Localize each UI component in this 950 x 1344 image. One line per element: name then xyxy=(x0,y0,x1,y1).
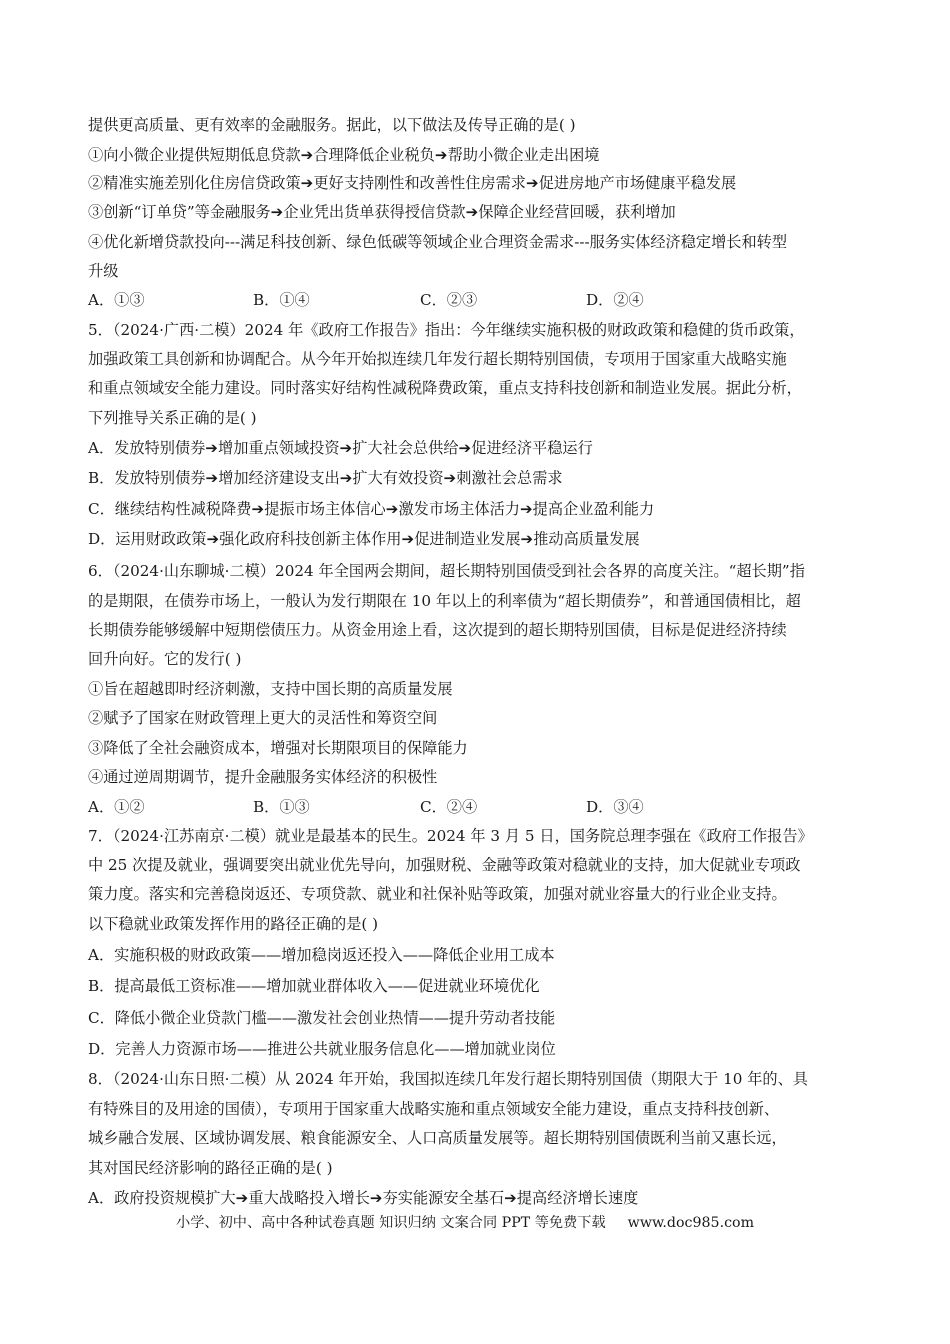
text-line: ③降低了全社会融资成本，增强对长期限项目的保障能力 xyxy=(88,739,468,757)
text-line: 回升向好。它的发行( ) xyxy=(88,650,242,668)
choice-option-d: D．②④ xyxy=(586,291,644,309)
text-line: 下列推导关系正确的是( ) xyxy=(88,409,257,427)
text-line: A．实施积极的财政政策——增加稳岗返还投入——降低企业用工成本 xyxy=(88,946,555,964)
choice-option-b: B．①③ xyxy=(253,798,310,816)
choice-option-c: C．②④ xyxy=(420,798,478,816)
text-line: ①向小微企业提供短期低息贷款➔合理降低企业税负➔帮助小微企业走出困境 xyxy=(88,146,600,164)
text-line: C．继续结构性减税降费➔提振市场主体信心➔激发市场主体活力➔提高企业盈利能力 xyxy=(88,500,655,518)
text-line: ②赋予了国家在财政管理上更大的灵活性和筹资空间 xyxy=(88,709,438,727)
text-line: 7．（2024·江苏南京·二模）就业是最基本的民生。2024 年 3 月 5 日，国务院总理李强在《政府工作报告》 xyxy=(88,827,813,845)
text-line: 其对国民经济影响的路径正确的是( ) xyxy=(88,1159,333,1177)
text-line: 有特殊目的及用途的国债），专项用于国家重大战略实施和重点领域安全能力建设，重点支持科技创新、 xyxy=(88,1100,780,1118)
text-line: ④通过逆周期调节，提升金融服务实体经济的积极性 xyxy=(88,768,438,786)
footer-text: 小学、初中、高中各种试卷真题 知识归纳 文案合同 PPT 等免费下载 xyxy=(176,1215,606,1231)
text-line: 城乡融合发展、区域协调发展、粮食能源安全、人口高质量发展等。超长期特别国债既利当前又惠长远， xyxy=(88,1129,787,1147)
text-line: D．完善人力资源市场——推进公共就业服务信息化——增加就业岗位 xyxy=(88,1040,556,1058)
text-line: ④优化新增贷款投向---满足科技创新、绿色低碳等领域企业合理资金需求---服务实体经济稳定增长和转型 xyxy=(88,233,788,251)
text-line: 的是期限，在债券市场上，一般认为发行期限在 10 年以上的利率债为“超长期债券”，和普通国债相比，超 xyxy=(88,592,801,610)
text-line: D．运用财政政策➔强化政府科技创新主体作用➔促进制造业发展➔推动高质量发展 xyxy=(88,530,640,548)
text-line: A．政府投资规模扩大➔重大战略投入增长➔夯实能源安全基石➔提高经济增长速度 xyxy=(88,1189,639,1207)
text-line: 加强政策工具创新和协调配合。从今年开始拟连续几年发行超长期特别国债，专项用于国家重大战略实施 xyxy=(88,350,787,368)
text-line: 以下稳就业政策发挥作用的路径正确的是( ) xyxy=(88,915,379,933)
text-line: 5．（2024·广西·二模）2024 年《政府工作报告》指出：今年继续实施积极的财政政策和稳健的货币政策， xyxy=(88,321,805,339)
text-line: 提供更高质量、更有效率的金融服务。据此，以下做法及传导正确的是( ) xyxy=(88,116,576,134)
text-line: 和重点领域安全能力建设。同时落实好结构性减税降费政策，重点支持科技创新和制造业发展。据此分析， xyxy=(88,379,802,397)
text-line: 策力度。落实和完善稳岗返还、专项贷款、就业和社保补贴等政策，加强对就业容量大的行业企业支持。 xyxy=(88,885,787,903)
text-line: A．发放特别债券➔增加重点领域投资➔扩大社会总供给➔促进经济平稳运行 xyxy=(88,439,593,457)
text-line: ①旨在超越即时经济刺激，支持中国长期的高质量发展 xyxy=(88,680,453,698)
text-line: 长期债券能够缓解中短期偿债压力。从资金用途上看，这次提到的超长期特别国债，目标是促进经济持续 xyxy=(88,621,787,639)
choice-option-b: B．①④ xyxy=(253,291,310,309)
footer-url[interactable]: www.doc985.com xyxy=(627,1215,755,1231)
text-line: 中 25 次提及就业，强调要突出就业优先导向，加强财税、金融等政策对稳就业的支持，加大促就业专项政 xyxy=(88,856,801,874)
text-line: 6．（2024·山东聊城·二模）2024 年全国两会期间，超长期特别国债受到社会各界的高度关注。“超长期”指 xyxy=(88,562,805,580)
text-line: B．提高最低工资标准——增加就业群体收入——促进就业环境优化 xyxy=(88,977,540,995)
choice-options xyxy=(88,290,873,310)
choice-option-d: D．③④ xyxy=(586,798,644,816)
text-line: ③创新“订单贷”等金融服务➔企业凭出货单获得授信贷款➔保障企业经营回暖，获利增加 xyxy=(88,203,676,221)
text-line: ②精准实施差别化住房信贷政策➔更好支持刚性和改善性住房需求➔促进房地产市场健康平稳发展 xyxy=(88,174,737,192)
text-line: 升级 xyxy=(88,262,119,280)
choice-option-a: A．①③ xyxy=(88,291,145,309)
footer xyxy=(176,1213,754,1233)
choice-option-c: C．②③ xyxy=(420,291,478,309)
text-line: 8．（2024·山东日照·二模）从 2024 年开始，我国拟连续几年发行超长期特别国债（期限大于 10 年的、具 xyxy=(88,1070,808,1088)
choice-options xyxy=(88,797,873,817)
text-line: B．发放特别债券➔增加经济建设支出➔扩大有效投资➔刺激社会总需求 xyxy=(88,469,563,487)
text-line: C．降低小微企业贷款门槛——激发社会创业热情——提升劳动者技能 xyxy=(88,1009,556,1027)
choice-option-a: A．①② xyxy=(88,798,145,816)
